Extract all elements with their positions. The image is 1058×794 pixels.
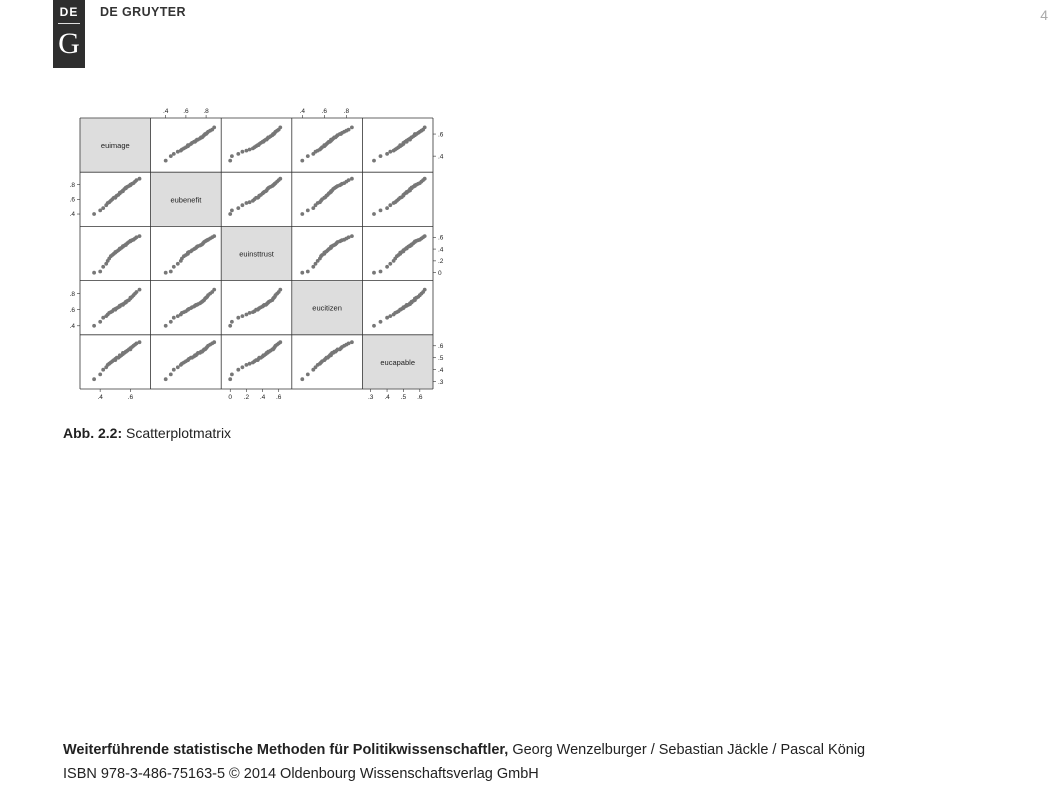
point-eucapable-eubenefit-1 xyxy=(169,373,173,377)
point-eucapable-eubenefit-0 xyxy=(164,377,168,381)
point-eucapable-eucitizen-28 xyxy=(347,342,351,346)
logo-divider xyxy=(58,23,80,24)
point-eucitizen-euinsttrust-2 xyxy=(236,316,240,320)
point-eucitizen-euinsttrust-5 xyxy=(248,311,252,315)
point-eucitizen-euimage-0 xyxy=(92,324,96,328)
tick-label-bottom-euimage-0: .4 xyxy=(97,394,103,401)
point-eucitizen-eucapable-1 xyxy=(379,320,383,324)
point-euinsttrust-euimage-2 xyxy=(101,265,105,269)
point-euimage-euinsttrust-2 xyxy=(236,152,240,156)
point-eubenefit-euinsttrust-3 xyxy=(241,203,245,207)
tick-label-bottom-eucapable-1: .4 xyxy=(384,394,390,401)
tick-label-right-euinsttrust-0: 0 xyxy=(438,269,442,277)
page-number: 4 xyxy=(1040,7,1048,23)
point-eucapable-euinsttrust-5 xyxy=(248,362,252,366)
tick-label-right-euinsttrust-3: .6 xyxy=(438,234,444,242)
point-eucitizen-euinsttrust-29 xyxy=(278,288,282,292)
tick-label-left-eucitizen-2: .8 xyxy=(69,290,75,298)
tick-label-left-eucitizen-1: .6 xyxy=(69,306,75,314)
point-euinsttrust-euimage-29 xyxy=(138,234,142,238)
point-eucitizen-euinsttrust-3 xyxy=(241,314,245,318)
point-eucapable-euimage-1 xyxy=(98,373,102,377)
point-eubenefit-euinsttrust-0 xyxy=(228,212,232,216)
tick-label-top-eucitizen-2: .8 xyxy=(343,108,350,115)
point-eubenefit-euimage-1 xyxy=(98,209,102,213)
point-euimage-eucapable-1 xyxy=(379,154,383,158)
point-eubenefit-eucitizen-0 xyxy=(300,212,304,216)
caption-text: Scatterplotmatrix xyxy=(126,425,232,441)
publisher-name: DE GRUYTER xyxy=(100,5,186,19)
figure-caption xyxy=(63,425,231,441)
tick-label-left-eucitizen-0: .4 xyxy=(69,322,75,330)
variable-label-euinsttrust: euinsttrust xyxy=(239,249,274,259)
point-euinsttrust-euimage-0 xyxy=(92,271,96,275)
footer-citation xyxy=(63,742,865,758)
point-eucitizen-euinsttrust-1 xyxy=(230,320,234,324)
tick-label-left-eubenefit-2: .8 xyxy=(69,181,75,189)
tick-label-right-euimage-1: .6 xyxy=(438,131,444,139)
point-euinsttrust-eucitizen-28 xyxy=(347,235,351,239)
point-euinsttrust-eubenefit-2 xyxy=(172,265,176,269)
point-euinsttrust-eubenefit-3 xyxy=(176,262,180,266)
tick-label-top-eubenefit-1: .6 xyxy=(183,108,189,115)
point-eubenefit-eucapable-0 xyxy=(372,212,376,216)
point-eucapable-euinsttrust-1 xyxy=(230,373,234,377)
point-eucitizen-eubenefit-0 xyxy=(164,324,168,328)
point-eucitizen-eucapable-3 xyxy=(388,314,392,318)
point-euinsttrust-eubenefit-1 xyxy=(169,270,173,274)
tick-label-right-euimage-0: .4 xyxy=(438,153,444,161)
footer-book-title: Weiterführende statistische Methoden für Politikwissenschaftler, xyxy=(63,742,509,758)
point-eucapable-euimage-2 xyxy=(101,368,105,372)
point-euimage-euinsttrust-3 xyxy=(241,150,245,154)
point-eubenefit-euimage-0 xyxy=(92,212,96,216)
tick-label-bottom-eucapable-3: .6 xyxy=(417,394,423,401)
caption-label: Abb. 2.2: xyxy=(63,425,123,441)
tick-label-bottom-euinsttrust-3: .6 xyxy=(276,394,282,401)
tick-label-left-eubenefit-0: .4 xyxy=(69,211,75,219)
point-euimage-euinsttrust-29 xyxy=(278,126,282,130)
point-euimage-eubenefit-2 xyxy=(172,152,176,156)
point-eubenefit-euimage-29 xyxy=(138,177,142,181)
point-eubenefit-eucitizen-1 xyxy=(306,209,310,213)
footer-authors: Georg Wenzelburger / Sebastian Jäckle / Pascal König xyxy=(512,742,866,758)
point-eucapable-eucitizen-29 xyxy=(350,340,354,344)
point-eubenefit-euinsttrust-2 xyxy=(236,206,240,210)
variable-label-eucapable: eucapable xyxy=(380,357,416,367)
point-eucapable-eucitizen-1 xyxy=(306,373,310,377)
point-euinsttrust-eucitizen-0 xyxy=(300,271,304,275)
point-euimage-eucitizen-29 xyxy=(350,126,354,130)
point-euinsttrust-eucapable-0 xyxy=(372,271,376,275)
point-euimage-eucapable-2 xyxy=(385,152,389,156)
point-euinsttrust-eubenefit-0 xyxy=(164,271,168,275)
point-euimage-eubenefit-29 xyxy=(212,126,216,130)
point-eubenefit-eucapable-2 xyxy=(385,206,389,210)
point-euimage-euinsttrust-1 xyxy=(230,154,234,158)
point-euinsttrust-eucapable-1 xyxy=(379,270,383,274)
tick-label-bottom-euinsttrust-2: .4 xyxy=(259,394,266,401)
publisher-logo xyxy=(53,0,85,68)
point-euimage-eucapable-0 xyxy=(372,159,376,163)
point-euinsttrust-eubenefit-29 xyxy=(212,234,216,238)
variable-label-eubenefit: eubenefit xyxy=(170,195,202,205)
point-eucapable-eubenefit-29 xyxy=(212,340,216,344)
tick-label-right-eucapable-2: .5 xyxy=(438,354,444,362)
variable-label-eucitizen: eucitizen xyxy=(312,303,342,313)
point-eucitizen-eucapable-0 xyxy=(372,324,376,328)
point-eucitizen-eubenefit-1 xyxy=(169,320,173,324)
point-euimage-euinsttrust-0 xyxy=(228,159,232,163)
point-euimage-eucitizen-1 xyxy=(306,154,310,158)
point-eucapable-euinsttrust-29 xyxy=(278,340,282,344)
footer-isbn: ISBN 978-3-486-75163-5 © 2014 Oldenbourg Wissenschaftsverlag GmbH xyxy=(63,766,539,782)
scatterplot-matrix xyxy=(60,104,445,404)
point-euinsttrust-eucitizen-29 xyxy=(350,234,354,238)
point-euimage-eubenefit-0 xyxy=(164,159,168,163)
point-eubenefit-euimage-2 xyxy=(101,206,105,210)
point-eubenefit-eucapable-29 xyxy=(423,177,427,181)
point-eucapable-euinsttrust-3 xyxy=(241,365,245,369)
point-eubenefit-euinsttrust-5 xyxy=(248,200,252,204)
point-eubenefit-euinsttrust-4 xyxy=(245,201,249,205)
point-euimage-eucapable-3 xyxy=(388,150,392,154)
point-eubenefit-eucapable-1 xyxy=(379,209,383,213)
point-eucitizen-euimage-29 xyxy=(138,288,142,292)
point-euinsttrust-eucapable-2 xyxy=(385,265,389,269)
point-eubenefit-eucitizen-28 xyxy=(347,178,351,182)
tick-label-bottom-euimage-1: .6 xyxy=(127,394,134,401)
point-euimage-eucitizen-0 xyxy=(300,159,304,163)
point-euinsttrust-eucitizen-1 xyxy=(306,270,310,274)
point-euimage-eucitizen-28 xyxy=(347,128,351,132)
tick-label-right-euinsttrust-1: .2 xyxy=(438,258,444,266)
point-eubenefit-euinsttrust-29 xyxy=(278,177,282,181)
tick-label-top-eubenefit-2: .8 xyxy=(203,108,209,115)
point-eucapable-euinsttrust-0 xyxy=(228,377,232,381)
tick-label-top-eucitizen-0: .4 xyxy=(299,108,306,115)
point-eucapable-euimage-0 xyxy=(92,377,96,381)
logo-bottom-text: G xyxy=(58,27,80,60)
variable-label-euimage: euimage xyxy=(100,141,130,151)
point-eucitizen-euimage-28 xyxy=(135,290,139,294)
point-eubenefit-eucitizen-29 xyxy=(350,177,354,181)
tick-label-bottom-euinsttrust-0: 0 xyxy=(228,394,233,401)
tick-label-bottom-eucapable-0: .3 xyxy=(367,394,374,401)
tick-label-right-eucapable-3: .6 xyxy=(438,342,444,350)
point-eucapable-euimage-29 xyxy=(138,340,142,344)
point-eucapable-euinsttrust-2 xyxy=(236,368,240,372)
point-eucapable-eubenefit-2 xyxy=(172,368,176,372)
point-euinsttrust-eucapable-3 xyxy=(388,262,392,266)
point-euinsttrust-eucapable-29 xyxy=(423,234,427,238)
point-eucitizen-eubenefit-2 xyxy=(172,316,176,320)
tick-label-bottom-euinsttrust-1: .2 xyxy=(243,394,250,401)
point-eucitizen-eubenefit-29 xyxy=(212,288,216,292)
tick-label-left-eubenefit-1: .6 xyxy=(69,196,75,204)
point-eucitizen-euimage-1 xyxy=(98,320,102,324)
tick-label-top-eubenefit-0: .4 xyxy=(162,108,169,115)
tick-label-top-eucitizen-1: .6 xyxy=(321,108,328,115)
tick-label-right-euinsttrust-2: .4 xyxy=(438,246,444,254)
tick-label-right-eucapable-1: .4 xyxy=(438,366,444,374)
tick-label-right-eucapable-0: .3 xyxy=(438,378,444,386)
point-eucitizen-euinsttrust-0 xyxy=(228,324,232,328)
point-eubenefit-eucapable-3 xyxy=(388,203,392,207)
tick-label-bottom-eucapable-2: .5 xyxy=(400,394,407,401)
point-eucapable-eucitizen-0 xyxy=(300,377,304,381)
point-euimage-eucapable-29 xyxy=(423,126,427,130)
point-eucapable-eubenefit-3 xyxy=(176,365,180,369)
point-euimage-euinsttrust-5 xyxy=(248,148,252,152)
point-euinsttrust-euimage-1 xyxy=(98,270,102,274)
point-eucitizen-eucapable-29 xyxy=(423,288,427,292)
logo-top-text: DE xyxy=(59,5,79,19)
point-eubenefit-euinsttrust-1 xyxy=(230,209,234,213)
